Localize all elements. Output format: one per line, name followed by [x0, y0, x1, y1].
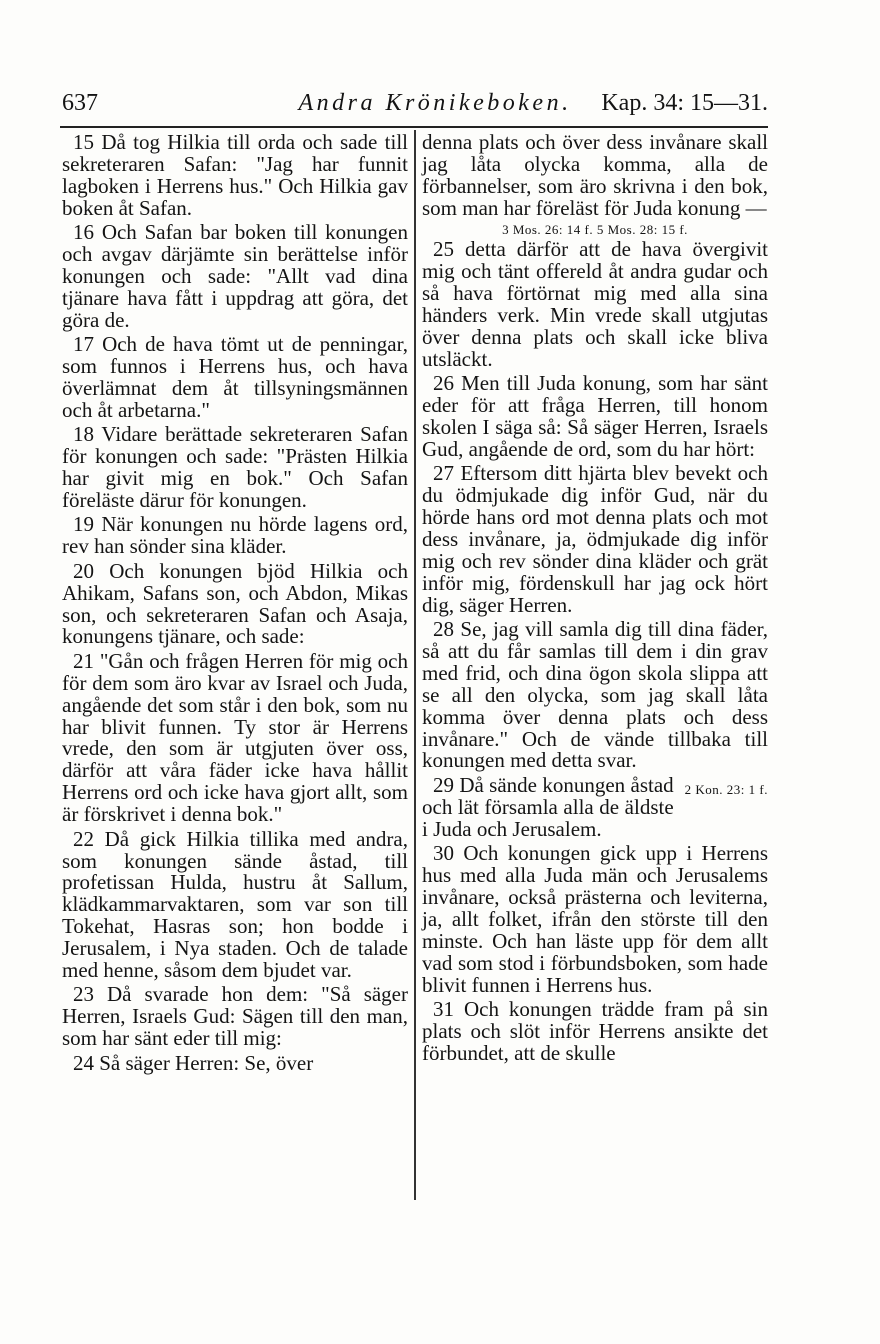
verse-17: 17 Och de hava tömt ut de penningar, som funnos i Herrens hus, och hava överlämnat dem åt tillsyningsmännen och åt arbetarna."	[62, 332, 408, 422]
verse-15: 15 Då tog Hilkia till orda och sade till sekreteraren Safan: "Jag har funnit lagboken i Herrens hus." Och Hilkia gav boken åt Safan.	[62, 130, 408, 220]
right-column	[422, 132, 768, 1067]
verse-31: 31 Och konungen trädde fram på sin plats och slöt inför Herrens ansikte det förbundet, att de skulle	[422, 996, 768, 1065]
verse-26: 26 Men till Juda konung, som har sänt eder för att fråga Herren, till honom skolen I säga så: Så säger Herren, Israels Gud, angående de ord, som du har hört:	[422, 371, 768, 461]
chapter-reference: Kap. 34: 15—31.	[601, 90, 768, 116]
verse-29	[422, 772, 768, 841]
verse-30: 30 Och konungen gick upp i Herrens hus med alla Juda män och Jerusalems invånare, också prästerna och leviterna, ja, allt folket, ifrån den störste till den minste. Och han läste upp för dem allt vad som stod i förbundsboken, som hade blivit funnen i Herrens hus.	[422, 841, 768, 997]
verse-18: 18 Vidare berättade sekreteraren Safan för konungen och sade: "Prästen Hilkia har givit mig en bok." Och Safan föreläste därur för konungen.	[62, 422, 408, 512]
verse-16: 16 Och Safan bar boken till konungen och avgav därjämte sin berättelse inför konungen och sade: "Allt vad dina tjänare hava fått i uppdrag att göra, det göra de.	[62, 220, 408, 332]
verse-22: 22 Då gick Hilkia tillika med andra, som konungen sände åstad, till profetissan Hulda, hustru åt Sallum, klädkammarvaktaren, som var son till Tokehat, Hasras son; hon bodde i Jerusalem, i Nya staden. Och de talade med henne, såsom dem bjudet var.	[62, 826, 408, 983]
cross-reference: 2 Kon. 23: 1 f.	[684, 781, 768, 797]
header-rule	[60, 126, 768, 128]
verse-25: 25 detta därför att de hava övergivit mig och tänt offereld åt andra gudar och så hava förtörnat mig med alla sina händers verk. Min vrede skall utgjutas över denna plats och skall icke bliva utsläckt.	[422, 237, 768, 371]
verse-29-text: 29 Då sände konungen åstad och lät församla alla de äldste i Juda och Jerusalem.	[422, 772, 674, 841]
verse-20: 20 Och konungen bjöd Hilkia och Ahikam, Safans son, och Abdon, Mikas son, och sekreteraren Safan och Asaja, konungens tjänare, och sade:	[62, 558, 408, 649]
verse-21: 21 "Gån och frågen Herren för mig och för dem som äro kvar av Israel och Juda, angående det som står i den bok, som nu har blivit funnen. Ty stor är Herrens vrede, den som är utgjuten över oss, därför att våra fäder icke hava hållit Herrens ord och icke hava gjort allt, som är förskrivet i denna bok."	[62, 648, 408, 827]
verse-28: 28 Se, jag vill samla dig till dina fäder, så att du får samlas till dem i din grav med frid, och dina ögon skola slippa att se all den olycka, som jag skall låta komma över denna plats och dess invånare." Och de vände tillbaka till konungen med detta svar.	[422, 617, 768, 773]
verse-19: 19 När konungen nu hörde lagens ord, rev han sönder sina kläder.	[62, 512, 408, 559]
verse-23: 23 Då svarade hon dem: "Så säger Herren, Israels Gud: Sägen till den man, som har sänt eder till mig:	[62, 982, 408, 1051]
verse-27: 27 Eftersom ditt hjärta blev bevekt och du ödmjukade dig inför Gud, när du hörde hans ord mot denna plats och mot dess invånare, ja, ödmjukade dig inför mig och rev sönder dina kläder och grät inför mig, fördenskull har jag ock hört dig, säger Herren.	[422, 461, 768, 617]
verse-24: 24 Så säger Herren: Se, över	[73, 1050, 314, 1075]
left-column	[62, 132, 408, 1077]
cross-reference: 3 Mos. 26: 14 f. 5 Mos. 28: 15 f.	[502, 222, 688, 238]
page-header	[62, 86, 768, 126]
book-title: Andra Krönikeboken.	[298, 90, 572, 116]
verse-24-continued: denna plats och över dess invånare skall jag låta olycka komma, alla de förbannelser, som äro skrivna i den bok, som man har föreläst för Juda konung —	[422, 130, 768, 220]
column-divider	[414, 130, 416, 1200]
page-number: 637	[62, 90, 98, 116]
